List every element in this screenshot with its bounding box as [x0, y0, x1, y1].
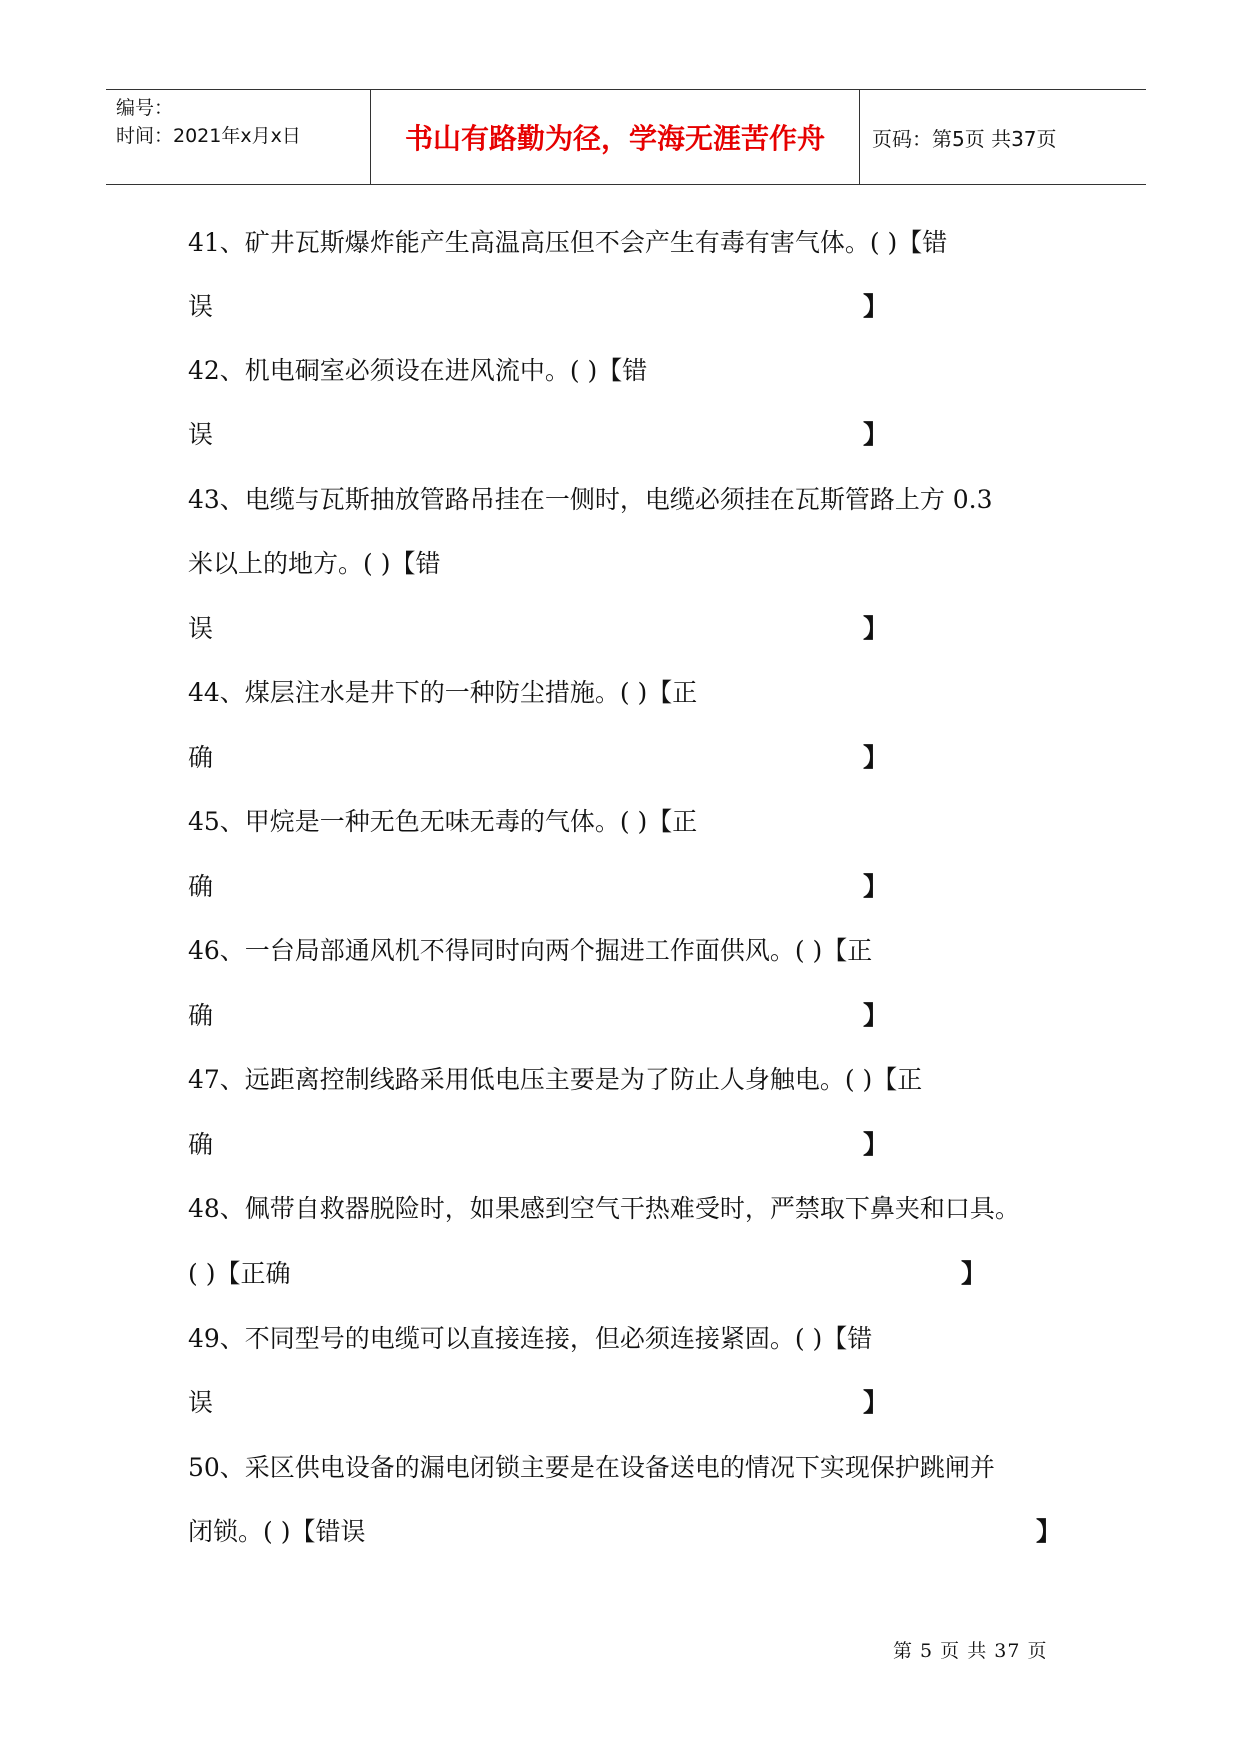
question-48-line1: 48、佩带自救器脱险时，如果感到空气干热难受时，严禁取下鼻夹和口具。 [188, 1194, 1020, 1223]
question-45-line1: 45、甲烷是一种无色无味无毒的气体。( )【正 [188, 807, 698, 836]
question-41-line2: 误 [188, 292, 214, 321]
question-41-line1: 41、矿井瓦斯爆炸能产生高温高压但不会产生有毒有害气体。( )【错 [188, 228, 948, 257]
question-44-close-bracket: 】 [863, 743, 889, 772]
question-48-line2: ( )【正确 [188, 1259, 291, 1288]
time-label: 时间：2021年x月x日 [116, 125, 301, 147]
page-header [106, 89, 1146, 185]
question-45-close-bracket: 】 [863, 872, 889, 901]
question-49-line2: 误 [188, 1388, 214, 1417]
question-50-close-bracket: 】 [1036, 1517, 1062, 1546]
page-footer: 第 5 页 共 37 页 [893, 1640, 1048, 1662]
question-50-line2: 闭锁。( )【错误 [188, 1517, 366, 1546]
question-46-close-bracket: 】 [863, 1001, 889, 1030]
question-42-line1: 42、机电硐室必须设在进风流中。( )【错 [188, 356, 648, 385]
question-49-line1: 49、不同型号的电缆可以直接连接，但必须连接紧固。( )【错 [188, 1324, 873, 1353]
header-meta [106, 90, 370, 184]
question-50-line1: 50、采区供电设备的漏电闭锁主要是在设备送电的情况下实现保护跳闸并 [188, 1453, 995, 1482]
question-43-close-bracket: 】 [863, 614, 889, 643]
question-47-close-bracket: 】 [863, 1130, 889, 1159]
question-46-line2: 确 [188, 1001, 214, 1030]
question-41-close-bracket: 】 [863, 292, 889, 321]
header-page-info: 页码：第5页 共37页 [872, 126, 1057, 151]
question-47-line2: 确 [188, 1130, 214, 1159]
question-44-line2: 确 [188, 743, 214, 772]
question-42-line2: 误 [188, 420, 214, 449]
question-43-line1: 43、电缆与瓦斯抽放管路吊挂在一侧时，电缆必须挂在瓦斯管路上方 0.3 [188, 485, 993, 514]
question-48-close-bracket: 】 [961, 1259, 987, 1288]
serial-label: 编号： [116, 97, 174, 119]
header-motto: 书山有路勤为径，学海无涯苦作舟 [370, 90, 860, 184]
question-46-line1: 46、一台局部通风机不得同时向两个掘进工作面供风。( )【正 [188, 936, 873, 965]
question-49-close-bracket: 】 [863, 1388, 889, 1417]
question-45-line2: 确 [188, 872, 214, 901]
question-47-line1: 47、远距离控制线路采用低电压主要是为了防止人身触电。( )【正 [188, 1065, 923, 1094]
question-44-line1: 44、煤层注水是井下的一种防尘措施。( )【正 [188, 678, 698, 707]
question-43-line3: 误 [188, 614, 214, 643]
question-42-close-bracket: 】 [863, 420, 889, 449]
question-43-line2: 米以上的地方。( )【错 [188, 549, 441, 578]
